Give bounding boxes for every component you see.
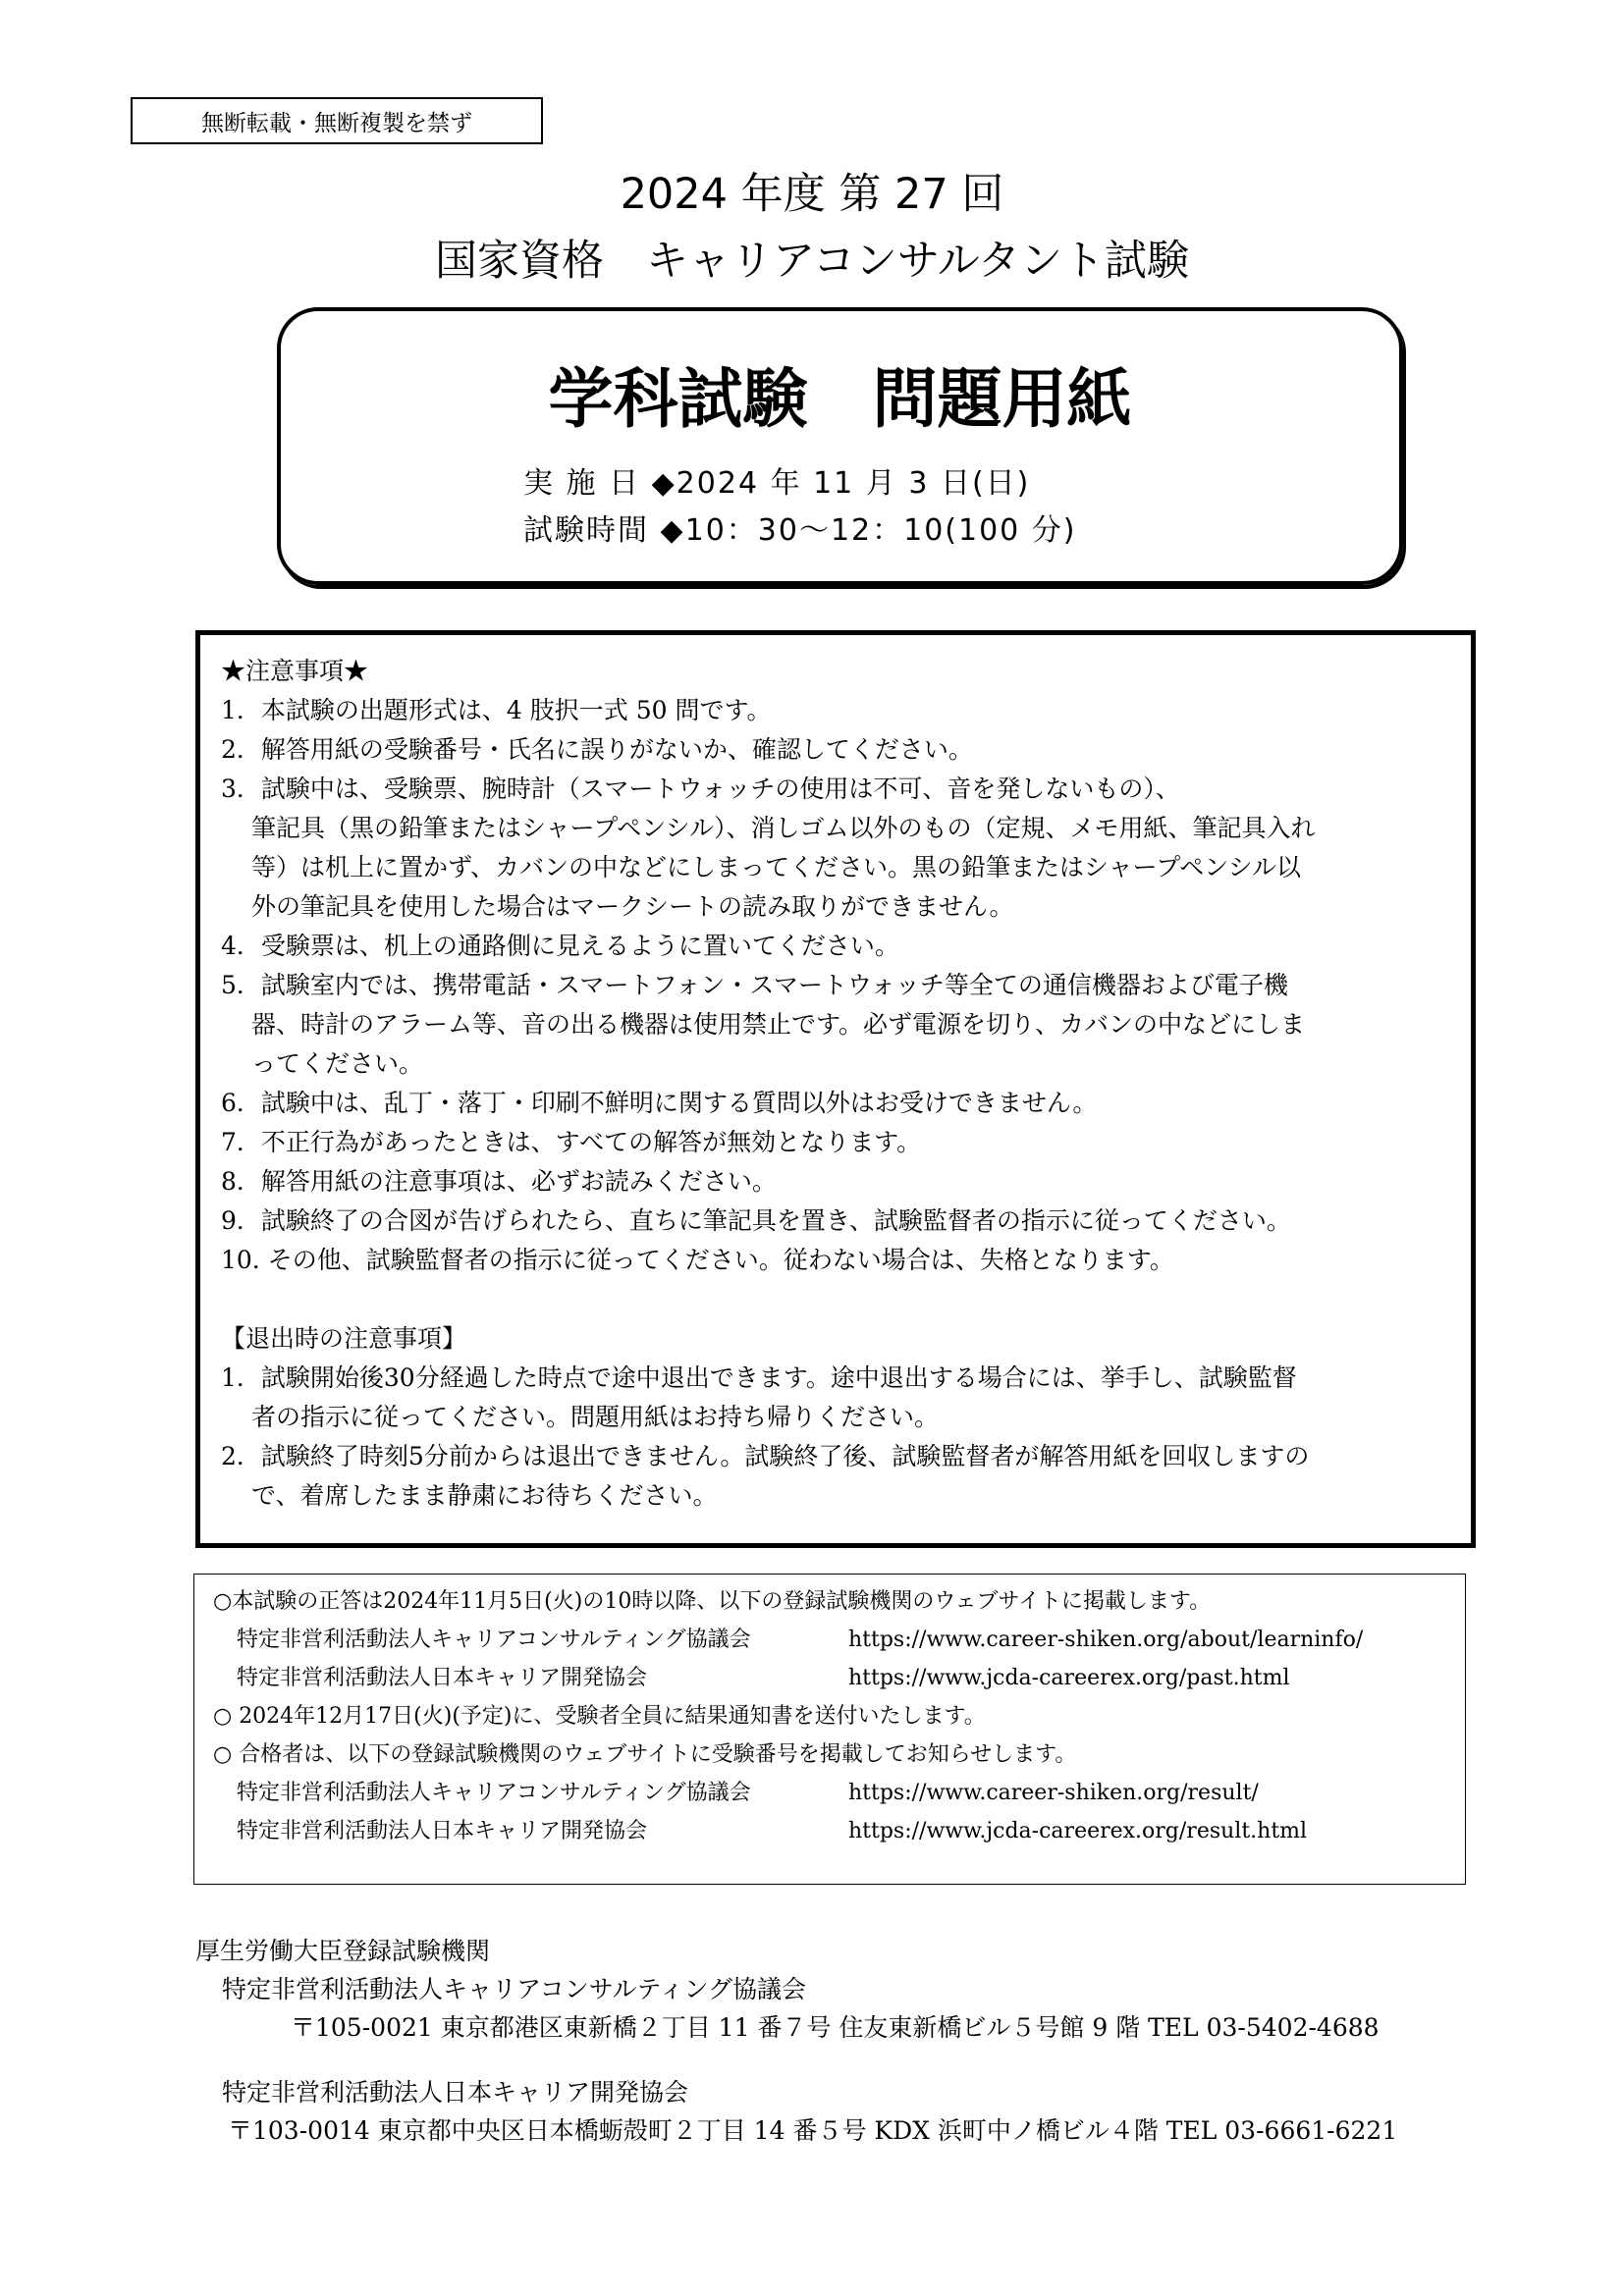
exit-instruction-item: 2．試験終了時刻5分前からは退出できません。試験終了後、試験監督者が解答用紙を回収しますの [221, 1442, 1310, 1470]
footer-org-address: 〒105-0021 東京都港区東新橋２丁目 11 番７号 住友東新橋ビル５号館 9 階 TEL 03-5402-4688 [291, 2013, 1380, 2042]
org-url-link[interactable]: https://www.career-shiken.org/result/ [848, 1781, 1259, 1805]
instruction-item: 10. その他、試験監督者の指示に従ってください。従わない場合は、失格となります。 [221, 1246, 1174, 1274]
instruction-item-continued: 器、時計のアラーム等、音の出る機器は使用禁止です。必ず電源を切り、カバンの中などにしま [251, 1010, 1306, 1039]
footer-heading: 厚生労働大臣登録試験機関 [195, 1937, 491, 1965]
instruction-item-continued: 筆記具（黒の鉛筆またはシャープペンシル）、消しゴム以外のもの（定規、メモ用紙、筆記具入れ [251, 814, 1316, 842]
result-notice: ○ 2024年12月17日(火)(予定)に、受験者全員に結果通知書を送付いたします。 [213, 1704, 986, 1729]
instructions-box [195, 630, 1476, 1548]
org-url-link[interactable]: https://www.jcda-careerex.org/result.html [848, 1819, 1308, 1843]
instruction-item-continued: ってください。 [251, 1049, 424, 1078]
instruction-item: 6．試験中は、乱丁・落丁・印刷不鮮明に関する質問以外はお受けできません。 [221, 1089, 1098, 1117]
title-box [277, 307, 1403, 585]
exit-instruction-item-continued: で、着席したまま静粛にお待ちください。 [251, 1481, 718, 1510]
org-name: 特定非営利活動法人キャリアコンサルティング協議会 [237, 1781, 751, 1805]
instruction-item: 3．試験中は、受験票、腕時計（スマートウォッチの使用は不可、音を発しないもの）、 [221, 774, 1180, 803]
exit-instruction-item: 1．試験開始後30分経過した時点で途中退出できます。途中退出する場合には、挙手し、試験監督 [221, 1363, 1297, 1392]
instructions-heading: ★注意事項★ [221, 657, 369, 685]
org-name: 特定非営利活動法人日本キャリア開発協会 [237, 1666, 648, 1690]
results-info-box [193, 1574, 1466, 1885]
instruction-item-continued: 等）は机上に置かず、カバンの中などにしまってください。黒の鉛筆またはシャープペンシル以 [251, 853, 1302, 881]
instruction-item: 2．解答用紙の受験番号・氏名に誤りがないか、確認してください。 [221, 735, 973, 764]
instruction-item: 8．解答用紙の注意事項は、必ずお読みください。 [221, 1167, 777, 1196]
instruction-item: 9．試験終了の合図が告げられたら、直ちに筆記具を置き、試験監督者の指示に従ってください。 [221, 1206, 1291, 1235]
document-title: 学科試験 問題用紙 [548, 361, 1132, 437]
instruction-item: 4．受験票は、机上の通路側に見えるように置いてください。 [221, 932, 899, 960]
exam-edition-heading: 2024 年度 第 27 回 [620, 170, 1004, 219]
exam-name-heading: 国家資格 キャリアコンサルタント試験 [435, 237, 1189, 286]
instruction-item: 5．試験室内では、携帯電話・スマートフォン・スマートウォッチ等全ての通信機器および電子機 [221, 971, 1288, 999]
org-url-link[interactable]: https://www.career-shiken.org/about/learninfo/ [848, 1628, 1364, 1652]
exit-instructions-heading: 【退出時の注意事項】 [221, 1324, 467, 1353]
exam-time: 試験時間 ◆10：30～12：10(100 分) [523, 513, 1077, 548]
exam-date: 実 施 日 ◆2024 年 11 月 3 日(日) [523, 466, 1031, 501]
instruction-item: 7．不正行為があったときは、すべての解答が無効となります。 [221, 1128, 922, 1156]
no-reproduction-notice: 無断転載・無断複製を禁ず [131, 97, 543, 144]
footer-org-name: 特定非営利活動法人キャリアコンサルティング協議会 [222, 1975, 807, 2003]
instruction-item-continued: 外の筆記具を使用した場合はマークシートの読み取りができません。 [251, 892, 1014, 921]
pass-notice: ○ 合格者は、以下の登録試験機関のウェブサイトに受験番号を掲載してお知らせします。 [213, 1742, 1077, 1767]
footer-org-name: 特定非営利活動法人日本キャリア開発協会 [222, 2078, 689, 2107]
org-name: 特定非営利活動法人日本キャリア開発協会 [237, 1819, 648, 1843]
answers-notice: ○本試験の正答は2024年11月5日(火)の10時以降、以下の登録試験機関のウェブサイトに掲載します。 [213, 1589, 1212, 1614]
instruction-item: 1．本試験の出題形式は、4 肢択一式 50 問です。 [221, 696, 772, 724]
org-name: 特定非営利活動法人キャリアコンサルティング協議会 [237, 1628, 751, 1652]
org-url-link[interactable]: https://www.jcda-careerex.org/past.html [848, 1666, 1290, 1690]
exit-instruction-item-continued: 者の指示に従ってください。問題用紙はお持ち帰りください。 [251, 1403, 940, 1431]
footer-org-address: 〒103-0014 東京都中央区日本橋蛎殻町２丁目 14 番５号 KDX 浜町中ノ橋ビル４階 TEL 03-6661-6221 [228, 2116, 1398, 2145]
